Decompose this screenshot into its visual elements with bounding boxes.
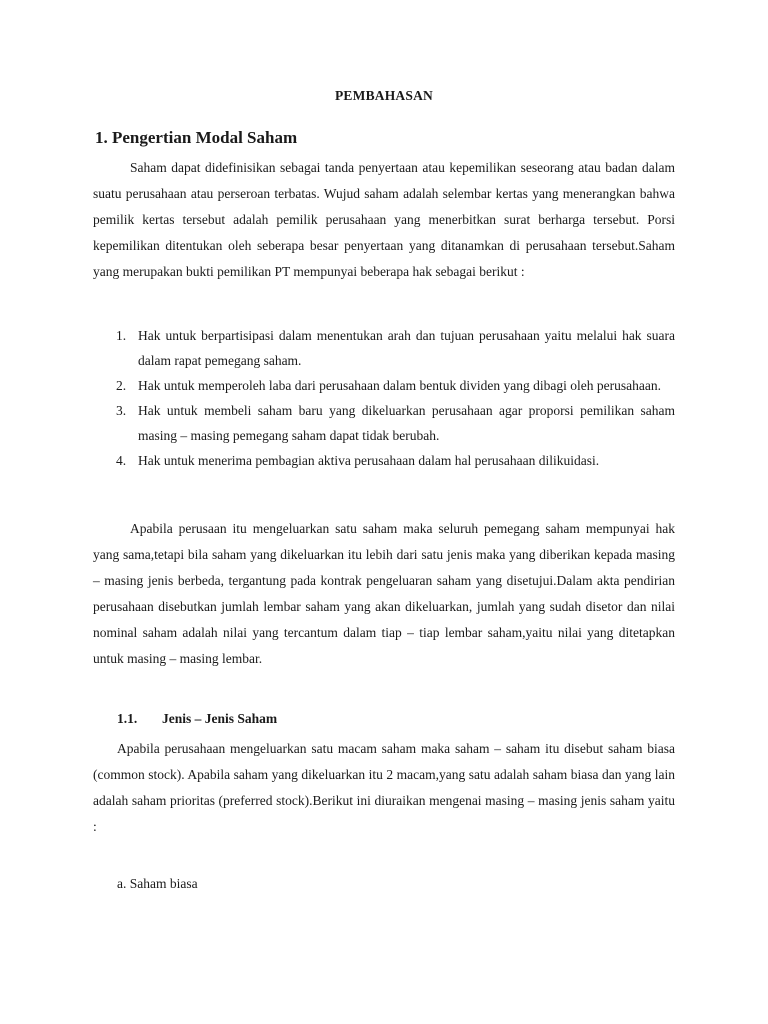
list-item-text: Hak untuk berpartisipasi dalam menentukan arah dan tujuan perusahaan yaitu melalui hak suara dalam rapat pemegang saham. [138, 328, 675, 368]
paragraph-share-rights: Apabila perusaan itu mengeluarkan satu saham maka seluruh pemegang saham mempunyai hak yang sama,tetapi bila saham yang dikeluarkan itu lebih dari satu jenis maka yang diberikan kepada masing – masing jenis berbeda, tergantung pada kontrak pengeluaran saham yang disetujui.Dalam akta pendirian perusahaan disebutkan jumlah lembar saham yang akan dikeluarkan, jumlah yang sudah disetor dan nilai nominal saham adalah nilai yang tercantum dalam tiap – tiap lembar saham,yaitu nilai yang ditetapkan untuk masing – masing lembar. [93, 521, 675, 666]
list-item-text: Hak untuk menerima pembagian aktiva perusahaan dalam hal perusahaan dilikuidasi. [138, 453, 600, 468]
list-item [116, 448, 675, 473]
list-item [116, 398, 675, 448]
list-item-number: 4. [116, 453, 127, 468]
subsection-number: 1.1. [117, 711, 138, 726]
subsection-title: Jenis – Jenis Saham [162, 711, 278, 726]
list-item-number: 2. [116, 378, 127, 393]
sub-item-saham-biasa: a. Saham biasa [117, 876, 198, 891]
list-item [116, 373, 675, 398]
subsection-heading-jenis-saham [117, 711, 277, 727]
list-item-number: 3. [116, 403, 127, 418]
paragraph-definition: Saham dapat didefinisikan sebagai tanda penyertaan atau kepemilikan seseorang atau badan dalam suatu perusahaan atau perseroan terbatas. Wujud saham adalah selembar kertas yang menerangkan bahwa pemilik kertas tersebut adalah pemilik perusahaan yang menerbitkan surat berharga tersebut. Porsi kepemilikan ditentukan oleh seberapa besar penyertaan yang ditanamkan di perusahaan tersebut.Saham yang merupakan bukti pemilikan PT mempunyai beberapa hak sebagai berikut : [93, 160, 675, 279]
list-item-text: Hak untuk memperoleh laba dari perusahaan dalam bentuk dividen yang dibagi oleh perusahaan. [138, 378, 661, 393]
paragraph-share-types: Apabila perusahaan mengeluarkan satu macam saham maka saham – saham itu disebut saham biasa (common stock). Apabila saham yang dikeluarkan itu 2 macam,yang satu adalah saham biasa dan yang lain adalah saham prioritas (preferred stock).Berikut ini diuraikan mengenai masing – masing jenis saham yaitu : [93, 741, 675, 834]
page-title: PEMBAHASAN [334, 88, 433, 103]
list-item [116, 323, 675, 373]
list-item-number: 1. [116, 328, 127, 343]
rights-list [116, 323, 675, 473]
section-heading-pengertian: 1. Pengertian Modal Saham [95, 128, 298, 147]
list-item-text: Hak untuk membeli saham baru yang dikeluarkan perusahaan agar proporsi pemilikan saham masing – masing pemegang saham dapat tidak berubah. [138, 403, 675, 443]
